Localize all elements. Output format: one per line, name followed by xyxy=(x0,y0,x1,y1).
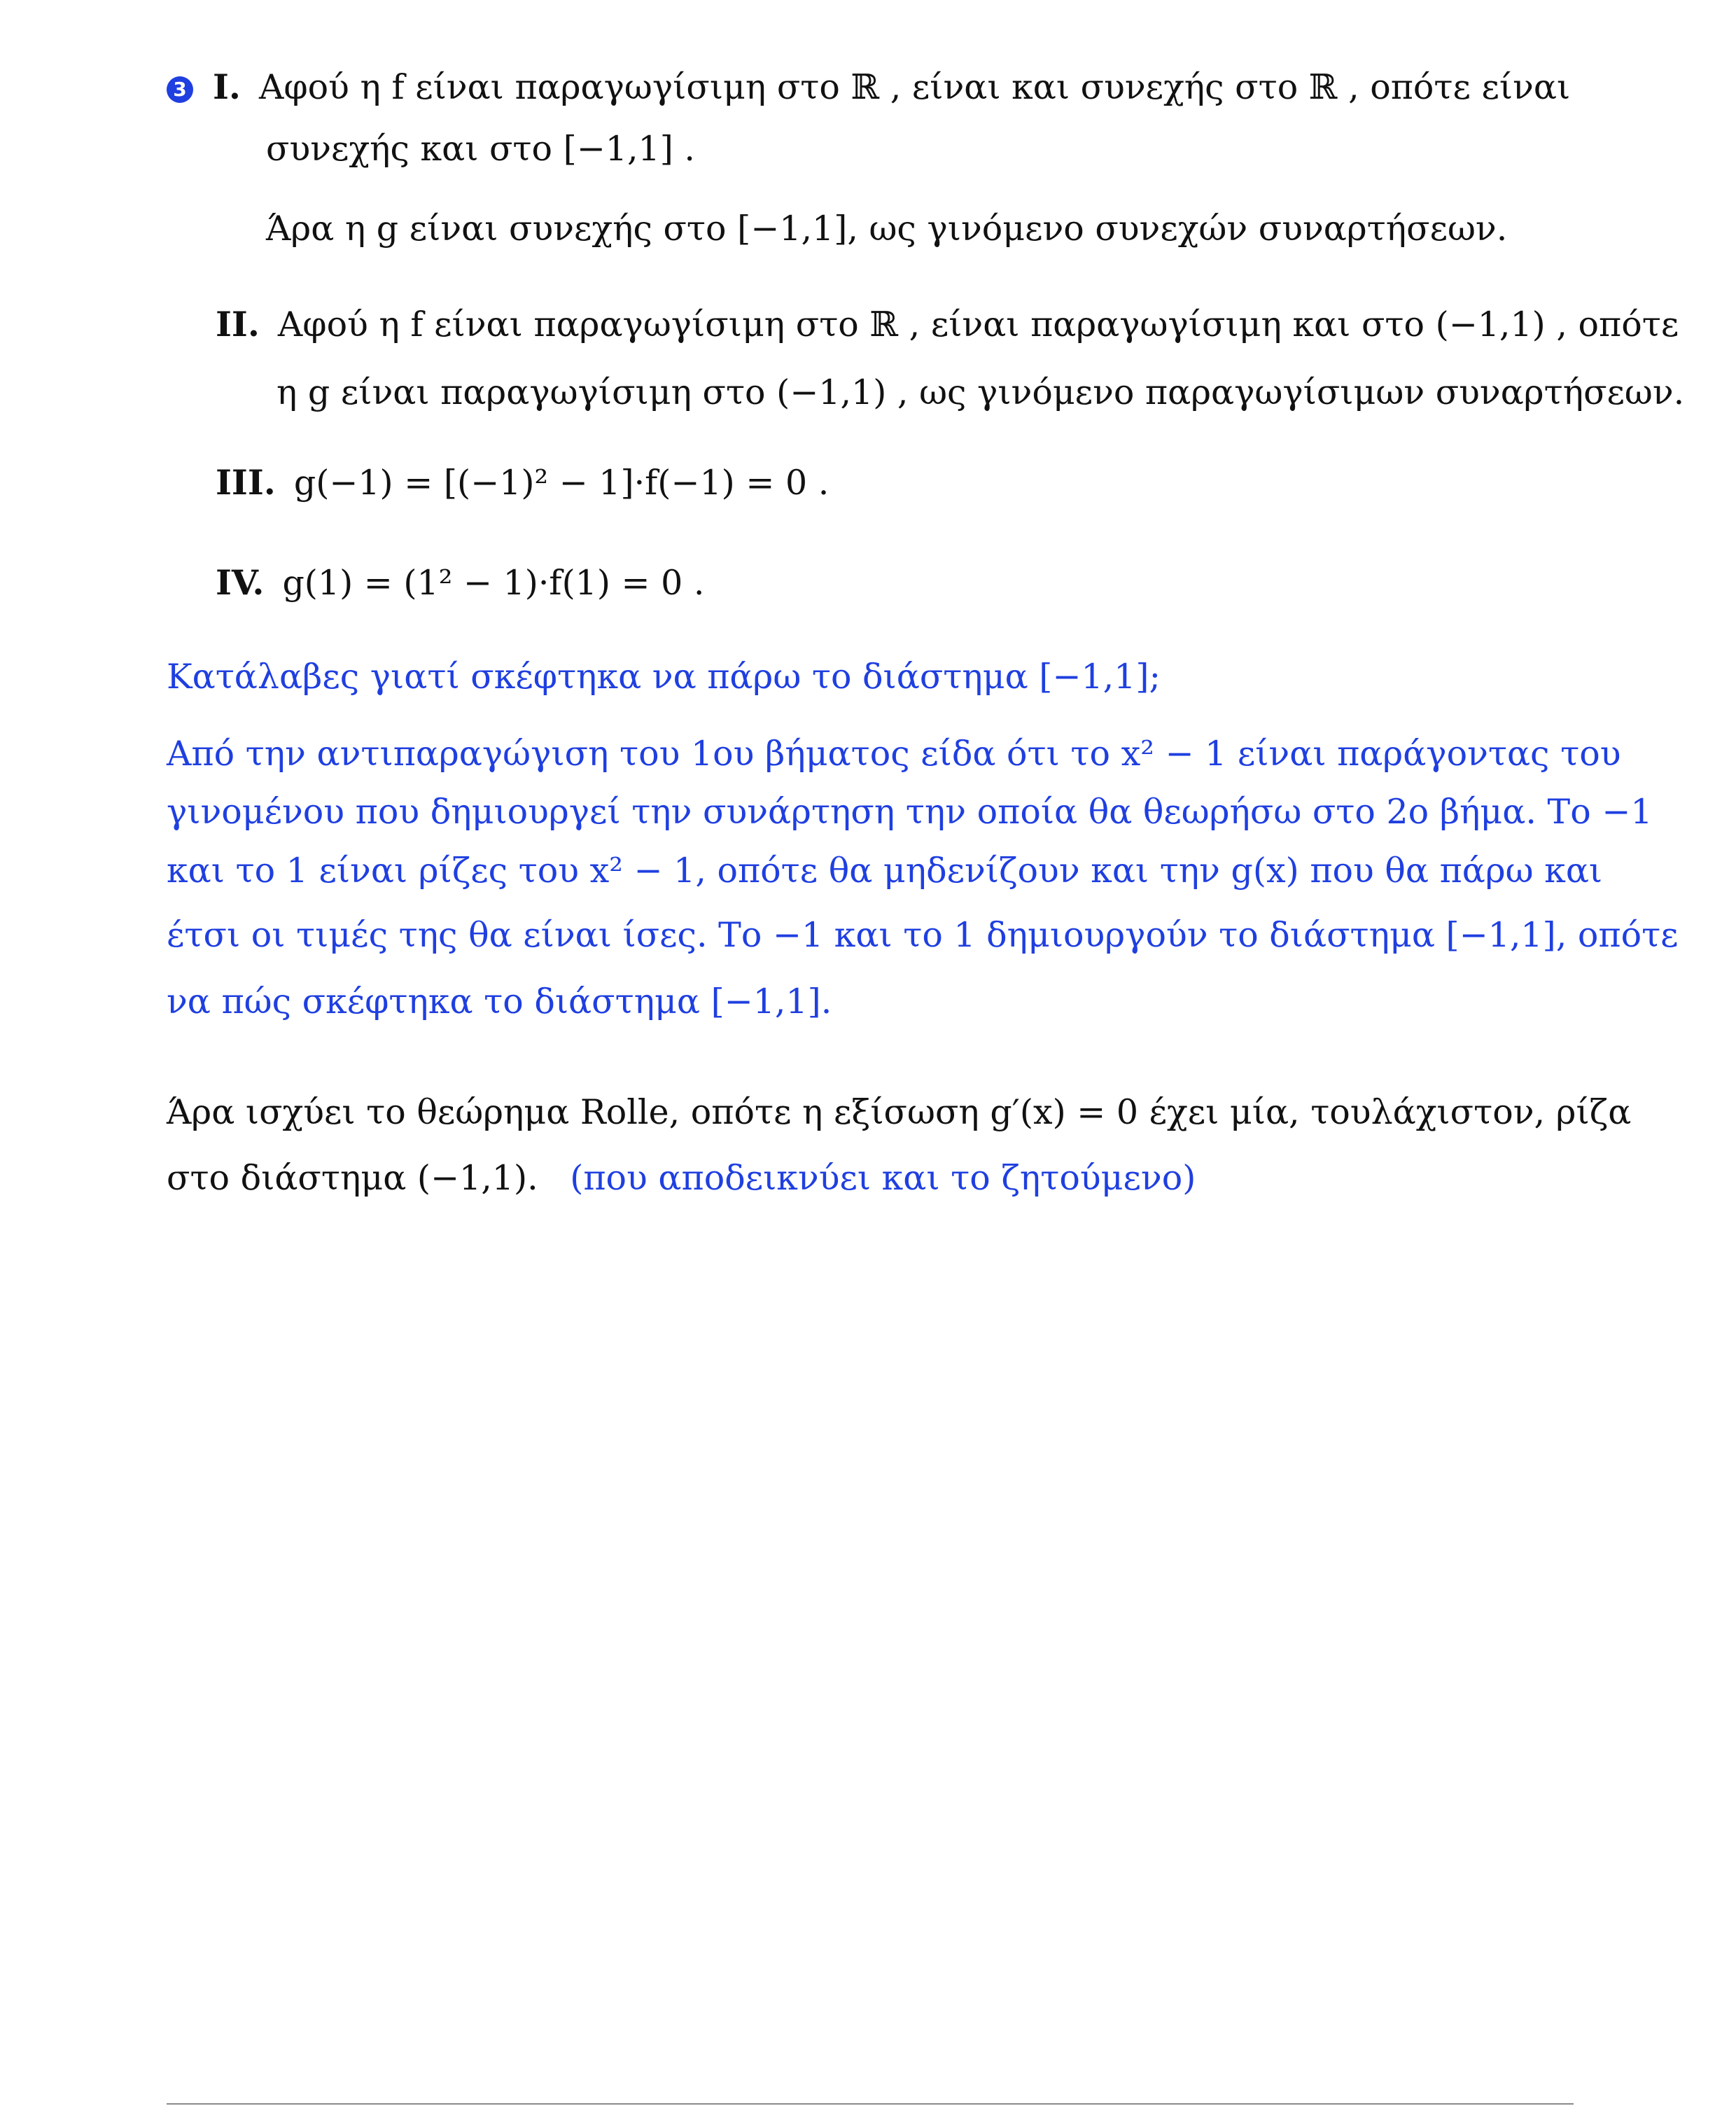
part1-text-1: Αφού η f είναι παραγωγίσιμη στο ℝ , είναι και συνεχής στο ℝ , οπότε είναι xyxy=(258,67,1571,107)
part2-line1 xyxy=(216,300,1679,349)
part4-line xyxy=(216,558,705,608)
footer-divider xyxy=(167,2103,1574,2105)
conclusion-line-1: Άρα ισχύει το θεώρημα Rolle, οπότε η εξίσωση g′(x) = 0 έχει μία, τουλάχιστον, ρίζα xyxy=(167,1092,1632,1132)
part4-label: IV. xyxy=(216,562,265,603)
part1-label: I. xyxy=(213,67,241,107)
note-paragraph-line-2: γινομένου που δημιουργεί την συνάρτηση την οποία θα θεωρήσω στο 2ο βήμα. Το −1 xyxy=(167,792,1653,832)
note-paragraph-line-1: Από την αντιπαραγώγιση του 1ου βήματος είδα ότι το x² − 1 είναι παράγοντας του xyxy=(167,734,1621,774)
part3-line xyxy=(216,458,829,508)
note-paragraph-line-3: και το 1 είναι ρίζες του x² − 1, οπότε θα μηδενίζουν και την g(x) που θα πάρω και xyxy=(167,851,1603,891)
part1-line3 xyxy=(266,204,1507,253)
part3-label: III. xyxy=(216,462,276,503)
part1-text-2: συνεχής και στο [−1,1] . xyxy=(266,129,695,169)
note-paragraph-line-5: να πώς σκέφτηκα το διάστημα [−1,1]. xyxy=(167,982,832,1021)
part2-line2 xyxy=(276,368,1684,417)
note-question: Κατάλαβες γιατί σκέφτηκα να πάρω το διάστημα [−1,1]; xyxy=(167,657,1161,697)
conclusion-remark: (που αποδεικνύει και το ζητούμενο) xyxy=(570,1158,1196,1198)
conclusion-line-2 xyxy=(167,1154,1196,1203)
part2-text-1: Αφού η f είναι παραγωγίσιμη στο ℝ , είναι παραγωγίσιμη και στο (−1,1) , οπότε xyxy=(277,305,1679,344)
part4-formula: g(1) = (1² − 1)·f(1) = 0 . xyxy=(282,563,705,603)
part3-formula: g(−1) = [(−1)² − 1]·f(−1) = 0 . xyxy=(293,463,830,503)
part2-label: II. xyxy=(216,304,260,344)
conclusion-interval: στο διάστημα (−1,1). xyxy=(167,1158,538,1198)
note-paragraph-line-4: έτσι οι τιμές της θα είναι ίσες. Το −1 και το 1 δημιουργούν το διάστημα [−1,1], οπότε xyxy=(167,915,1679,955)
part1-line1 xyxy=(167,62,1570,112)
part1-text-3: Άρα η g είναι συνεχής στο [−1,1], ως γινόμενο συνεχών συναρτήσεων. xyxy=(266,209,1508,249)
part2-text-2: η g είναι παραγωγίσιμη στο (−1,1) , ως γινόμενο παραγωγίσιμων συναρτήσεων. xyxy=(276,372,1685,412)
step-3-bullet-icon: 3 xyxy=(167,76,193,103)
part1-line2 xyxy=(266,125,695,174)
